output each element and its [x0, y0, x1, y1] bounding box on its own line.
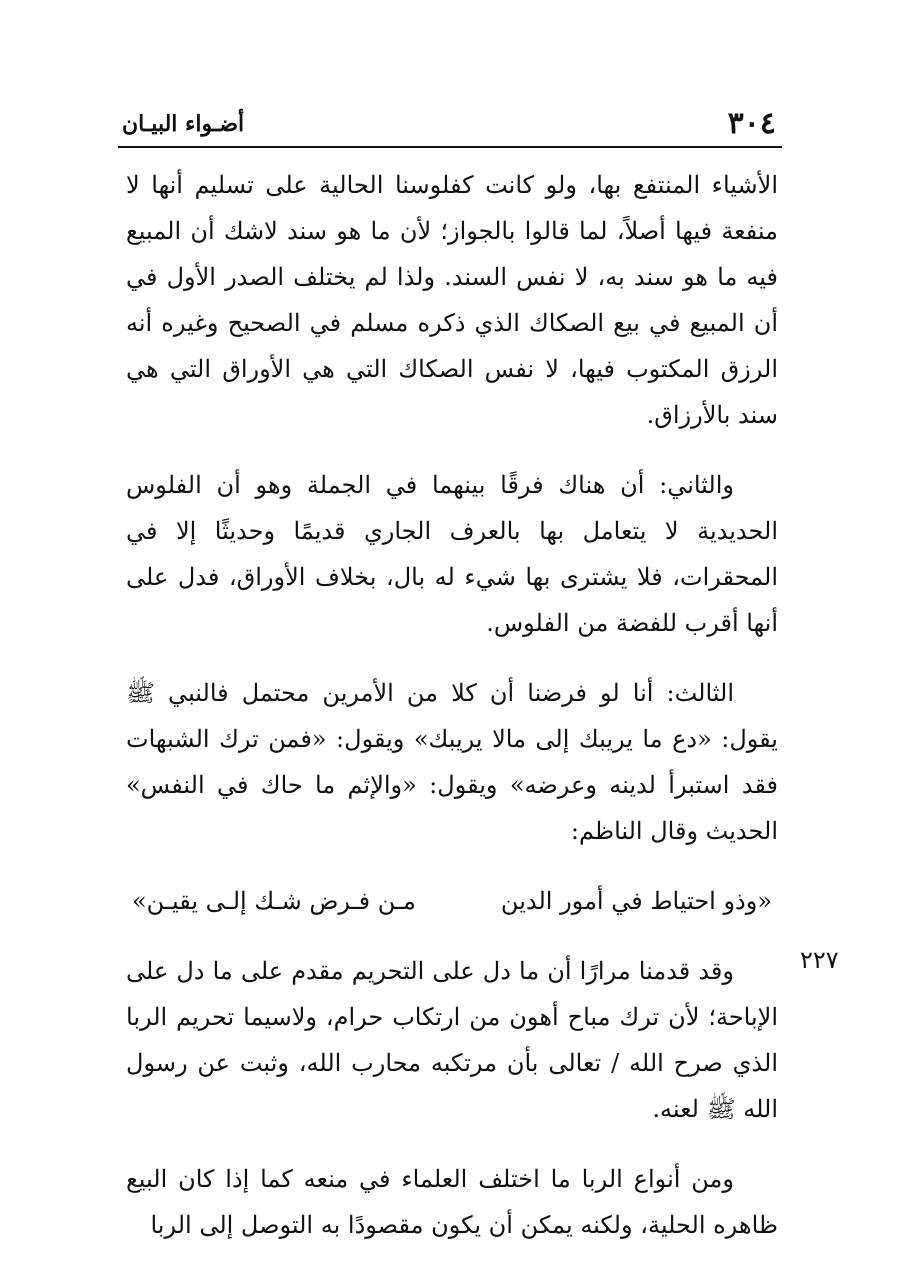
margin-page-reference: ٢٢٧: [800, 946, 839, 974]
book-title: أضـواء البيـان: [122, 111, 245, 137]
header-rule: [118, 146, 782, 148]
page-number: ٣٠٤: [727, 106, 776, 141]
paragraph-prohibition-priority: وقد قدمنا مرارًا أن ما دل على التحريم مقدم على ما دل على الإباحة؛ لأن ترك مباح أهون من ارتكاب حرام، ولاسيما تحريم الربا الذي صرح الله / تعالى بأن مرتكبه محارب الله، وثبت عن رسول الله ﷺ لعنه.: [126, 957, 779, 1123]
page-body: [126, 162, 778, 1272]
running-header: [122, 104, 776, 144]
paragraph-second-point: والثاني: أن هناك فرقًا بينهما في الجملة وهو أن الفلوس الحديدية لا يتعامل بها بالعرف الجاري قديمًا وحديثًا إلا في المحقرات، فلا يشترى بها شيء له بال، بخلاف الأوراق، فدل على أنها أقرب للفضة من الفلوس.: [126, 471, 778, 637]
paragraph-third-point: الثالث: أنا لو فرضنا أن كلا من الأمرين محتمل فالنبي ﷺ يقول: «دع ما يريبك إلى مالا يريبك» ويقول: «فمن ترك الشبهات فقد استبرأ لدينه وعرضه» ويقول: «والإثم ما حاك في النفس» الحديث وقال الناظم:: [126, 679, 778, 845]
paragraph-continuation: الأشياء المنتفع بها، ولو كانت كفلوسنا الحالية على تسليم أنها لا منفعة فيها أصلاً، لما قالوا بالجواز؛ لأن ما هو سند لاشك أن المبيع فيه ما هو سند به، لا نفس السند. ولذا لم يختلف الصدر الأول في أن المبيع في بيع الصكاك الذي ذكره مسلم في الصحيح وغيره أنه الرزق المكتوب فيها، لا نفس الصكاك التي هي الأوراق التي هي سند بالأرزاق.: [126, 171, 778, 429]
verse-second-hemistich: مـن فـرض شـك إلـى يقيـن»: [132, 887, 416, 915]
paragraph-riba-types: ومن أنواع الربا ما اختلف العلماء في منعه كما إذا كان البيع ظاهره الحلية، ولكنه يمكن أن يكون مقصودًا به التوصل إلى الربا: [126, 1165, 778, 1239]
poem-verse: [126, 878, 778, 924]
verse-first-hemistich: «وذو احتياط في أمور الدين: [500, 887, 772, 915]
